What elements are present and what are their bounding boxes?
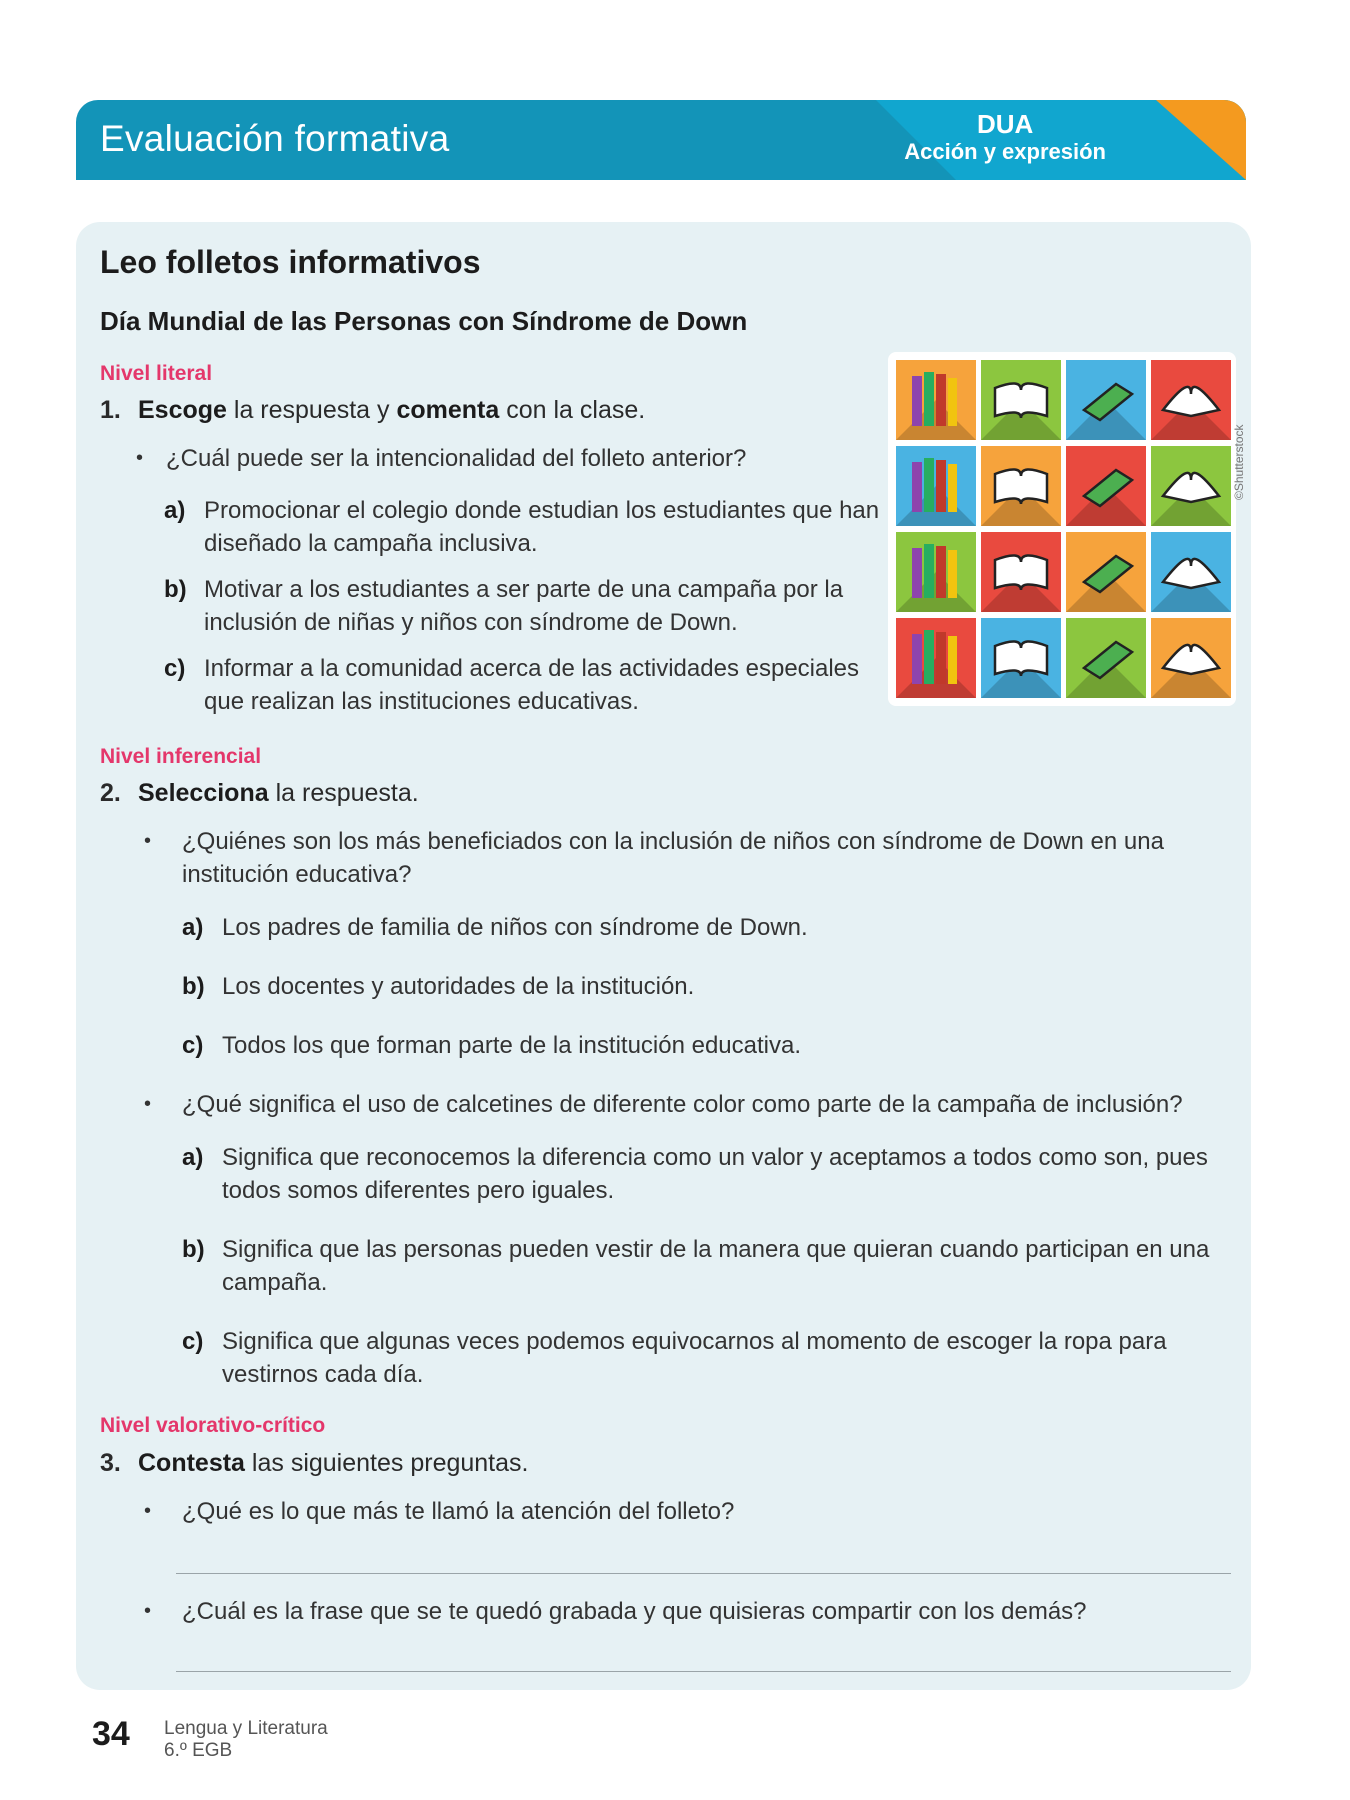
book-tile	[1066, 532, 1146, 612]
book-tile	[896, 618, 976, 698]
option-label: a)	[164, 497, 186, 524]
question-1-verb-escoge: Escoge	[138, 396, 227, 424]
question-2-bullet-2-text: ¿Qué significa el uso de calcetines de diferente color como parte de la campaña de inclusión?	[182, 1091, 1183, 1118]
dua-subtitle: Acción y expresión	[904, 139, 1106, 164]
book-tile	[1151, 618, 1231, 698]
option-text: Informar a la comunidad acerca de las actividades especiales que realizan las instituciones educativas.	[204, 655, 860, 715]
option-text: Significa que las personas pueden vestir de la manera que quieran cuando participan en una campaña.	[222, 1236, 1210, 1296]
question-1-bullet	[136, 442, 866, 475]
option-label: b)	[182, 1236, 205, 1263]
book-tile	[1151, 446, 1231, 526]
question-3-number: 3.	[100, 1449, 121, 1477]
answer-line-1[interactable]	[176, 1573, 1231, 1574]
question-3	[100, 1449, 528, 1478]
option-label: a)	[182, 1144, 204, 1171]
question-2-text-rest: la respuesta.	[268, 779, 419, 807]
question-2-1-option-c[interactable]	[182, 1029, 1222, 1062]
question-2-1-option-b[interactable]	[182, 970, 1222, 1003]
book-tile	[1066, 446, 1146, 526]
option-text: Motivar a los estudiantes a ser parte de una campaña por la inclusión de niñas y niños con síndrome de Down.	[204, 576, 844, 636]
book-tile	[981, 618, 1061, 698]
question-2-verb: Selecciona	[138, 779, 269, 807]
option-text: Todos los que forman parte de la institución educativa.	[222, 1032, 802, 1059]
option-text: Los docentes y autoridades de la institución.	[222, 973, 695, 1000]
answer-line-2[interactable]	[176, 1671, 1231, 1672]
question-2-bullet-1	[144, 825, 1232, 891]
option-text: Significa que reconocemos la diferencia como un valor y aceptamos a todos como son, pues todos somos diferentes pero iguales.	[222, 1144, 1208, 1204]
question-2-bullet-1-text: ¿Quiénes son los más beneficiados con la inclusión de niños con síndrome de Down en una institución educativa?	[182, 828, 1164, 888]
bullet-dot: •	[144, 1600, 152, 1622]
dua-badge	[904, 110, 1106, 166]
question-3-text-rest: las siguientes preguntas.	[244, 1449, 529, 1477]
question-3-verb: Contesta	[138, 1449, 245, 1477]
bullet-dot: •	[144, 1093, 152, 1115]
books-illustration	[888, 352, 1236, 706]
question-2-2-option-b[interactable]	[182, 1233, 1222, 1299]
question-2-1-option-a[interactable]	[182, 911, 1222, 944]
question-3-bullet-2	[144, 1595, 1232, 1628]
question-1-option-c[interactable]	[164, 652, 884, 718]
page-title: Evaluación formativa	[100, 118, 450, 159]
book-tile	[896, 360, 976, 440]
section-subtitle: Día Mundial de las Personas con Síndrome de Down	[100, 306, 748, 336]
dua-label: DUA	[976, 109, 1034, 139]
question-3-bullet-1-text: ¿Qué es lo que más te llamó la atención del folleto?	[182, 1498, 735, 1525]
question-1-number: 1.	[100, 396, 121, 424]
question-1-text-rest: con la clase.	[499, 396, 646, 424]
book-tile	[1151, 532, 1231, 612]
book-tile	[896, 446, 976, 526]
question-1-verb-comenta: comenta	[396, 396, 500, 424]
book-tile	[981, 446, 1061, 526]
question-1-text-mid: la respuesta y	[226, 396, 397, 424]
option-label: c)	[182, 1328, 204, 1355]
header-band	[76, 100, 1246, 180]
question-1-option-b[interactable]	[164, 573, 884, 639]
book-tile	[1066, 618, 1146, 698]
question-2-2-option-a[interactable]	[182, 1141, 1222, 1207]
question-3-bullet-1	[144, 1495, 1232, 1528]
option-text: Los padres de familia de niños con síndrome de Down.	[222, 914, 808, 941]
question-2-bullet-2	[144, 1088, 1242, 1121]
book-tile	[1151, 360, 1231, 440]
question-2	[100, 779, 419, 808]
question-1-option-a[interactable]	[164, 494, 884, 560]
option-label: c)	[182, 1032, 204, 1059]
option-label: b)	[182, 973, 205, 1000]
footer-subject: Lengua y Literatura	[164, 1718, 328, 1739]
book-tile	[1066, 360, 1146, 440]
book-tile	[896, 532, 976, 612]
option-label: a)	[182, 914, 204, 941]
footer-grade: 6.º EGB	[164, 1740, 233, 1761]
level-inferencial: Nivel inferencial	[100, 745, 262, 768]
question-2-2-option-c[interactable]	[182, 1325, 1222, 1391]
option-text: Promocionar el colegio donde estudian los estudiantes que han diseñado la campaña inclusiva.	[204, 497, 880, 557]
option-text: Significa que algunas veces podemos equivocarnos al momento de escoger la ropa para vestirnos cada día.	[222, 1328, 1167, 1388]
option-label: c)	[164, 655, 186, 682]
question-2-number: 2.	[100, 779, 121, 807]
image-credit: ©Shutterstock	[1232, 424, 1246, 500]
question-1	[100, 396, 645, 425]
level-valorativo: Nivel valorativo-crítico	[100, 1414, 326, 1437]
book-tile	[981, 532, 1061, 612]
bullet-dot: •	[144, 830, 152, 852]
section-title: Leo folletos informativos	[100, 244, 481, 280]
book-tile	[981, 360, 1061, 440]
page-number: 34	[92, 1715, 130, 1753]
question-3-bullet-2-text: ¿Cuál es la frase que se te quedó grabada y que quisieras compartir con los demás?	[182, 1598, 1087, 1625]
bullet-dot: •	[136, 447, 144, 469]
option-label: b)	[164, 576, 187, 603]
bullet-dot: •	[144, 1500, 152, 1522]
question-1-bullet-text: ¿Cuál puede ser la intencionalidad del folleto anterior?	[166, 445, 747, 472]
level-literal: Nivel literal	[100, 362, 213, 385]
